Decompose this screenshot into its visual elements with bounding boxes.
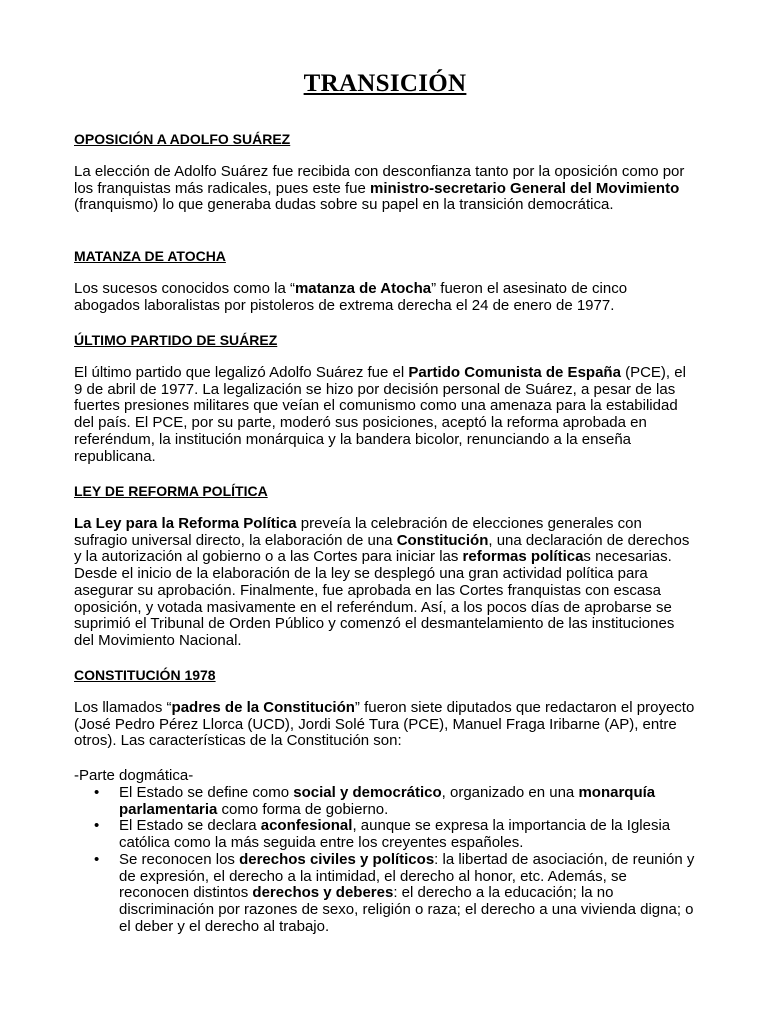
text: : la libertad de asociación, de reunión y de expresión, el derecho a la intimidad, el derecho al honor, etc. Además, se reconocen distintos xyxy=(119,850,695,902)
document-title: TRANSICIÓN xyxy=(303,70,467,97)
text: preveía la celebración de elecciones generales con sufragio universal directo, la elaboración de una xyxy=(74,515,642,549)
paragraph-constitucion xyxy=(74,700,696,750)
list-item xyxy=(74,785,696,818)
text: , organizado en una xyxy=(441,784,579,801)
bullet-icon: • xyxy=(94,817,100,835)
bold-text: ministro-secretario General del Movimiento xyxy=(370,179,680,197)
bullet-icon: • xyxy=(94,850,100,868)
heading-constitucion: CONSTITUCIÓN 1978 xyxy=(74,667,216,683)
bold-text: monarquía parlamentaria xyxy=(119,784,656,818)
bold-text: matanza de Atocha xyxy=(294,280,432,297)
subheading-parte-dogmatica: -Parte dogmática- xyxy=(74,767,194,784)
text: ” fueron el asesinato de cinco abogados laboralistas por pistoleros de extrema derecha el 24 de enero de 1977. xyxy=(74,280,628,314)
paragraph-oposicion xyxy=(74,164,696,214)
heading-ley-reforma: LEY DE REFORMA POLÍTICA xyxy=(74,483,268,499)
text: como forma de gobierno. xyxy=(217,800,389,818)
bullet-list xyxy=(74,785,696,935)
bold-text: derechos y deberes xyxy=(252,884,394,902)
text: : el derecho a la educación; la no discriminación por razones de sexo, religión o raza; el derecho a una vivienda digna; o el deber y el derecho al trabajo. xyxy=(119,884,694,935)
bold-text: aconfesional xyxy=(260,817,353,835)
text: El Estado se define como xyxy=(119,784,294,801)
list-item xyxy=(74,818,696,851)
bold-text: reformas política xyxy=(462,548,584,566)
bold-text: La Ley para la Reforma Política xyxy=(74,515,297,532)
text: El último partido que legalizó Adolfo Suárez fue el xyxy=(74,364,409,381)
bold-text: derechos civiles y políticos xyxy=(239,850,435,868)
heading-ultimo-partido: ÚLTIMO PARTIDO DE SUÁREZ xyxy=(74,332,278,348)
heading-oposicion: OPOSICIÓN A ADOLFO SUÁREZ xyxy=(74,131,291,147)
list-item xyxy=(74,852,696,936)
bold-text: Constitución xyxy=(396,531,489,549)
text: , aunque se expresa la importancia de la Iglesia católica como la más seguida entre los creyentes españoles. xyxy=(119,817,671,852)
text: Los llamados “ xyxy=(74,699,172,716)
text: (PCE), el 9 de abril de 1977. La legalización se hizo por decisión personal de Suárez, a pesar de las fuertes presiones militares que veían el comunismo como una amenaza para la estabilidad del país. El PCE, por su parte, moderó sus posiciones, aceptó la reforma aprobada en referéndum, la institución monárquica y la bandera bicolor, renunciando a la enseña republicana. xyxy=(74,364,686,465)
text: La elección de Adolfo Suárez fue recibida con desconfianza tanto por la oposición como por los franquistas más radicales, pues este fue xyxy=(74,163,685,197)
bold-text: padres de la Constitución xyxy=(171,699,355,716)
bold-text: social y democrático xyxy=(293,784,442,801)
text: ” fueron siete diputados que redactaron el proyecto (José Pedro Pérez Llorca (UCD), Jordi Solé Tura (PCE), Manuel Fraga Iribarne (AP), entre otros). Las características de la Constitución son: xyxy=(74,699,695,750)
text: Se reconocen los xyxy=(119,850,240,868)
paragraph-ley-reforma xyxy=(74,516,696,650)
paragraph-ultimo-partido xyxy=(74,365,696,465)
bold-text: Partido Comunista de España xyxy=(408,364,621,381)
text: Los sucesos conocidos como la “ xyxy=(74,280,295,297)
text: , una declaración de derechos y la autorización al gobierno o a las Cortes para iniciar las xyxy=(74,531,690,566)
text: s necesarias. Desde el inicio de la elaboración de la ley se desplegó una gran actividad política para asegurar su aprobación. Finalmente, fue aprobada en las Cortes franquistas con escasa oposición, y votada masivamente en el referéndum. Así, a los pocos días de aprobarse se suprimió el Tribunal de Orden Público y comenzó el desmantelamiento de las instituciones del Movimiento Nacional. xyxy=(74,548,675,649)
text: El Estado se declara xyxy=(119,817,261,835)
paragraph-matanza-atocha xyxy=(74,281,696,314)
text: (franquismo) lo que generaba dudas sobre su papel en la transición democrática. xyxy=(74,196,614,214)
bullet-icon: • xyxy=(94,784,100,801)
heading-matanza-atocha: MATANZA DE ATOCHA xyxy=(74,248,226,264)
